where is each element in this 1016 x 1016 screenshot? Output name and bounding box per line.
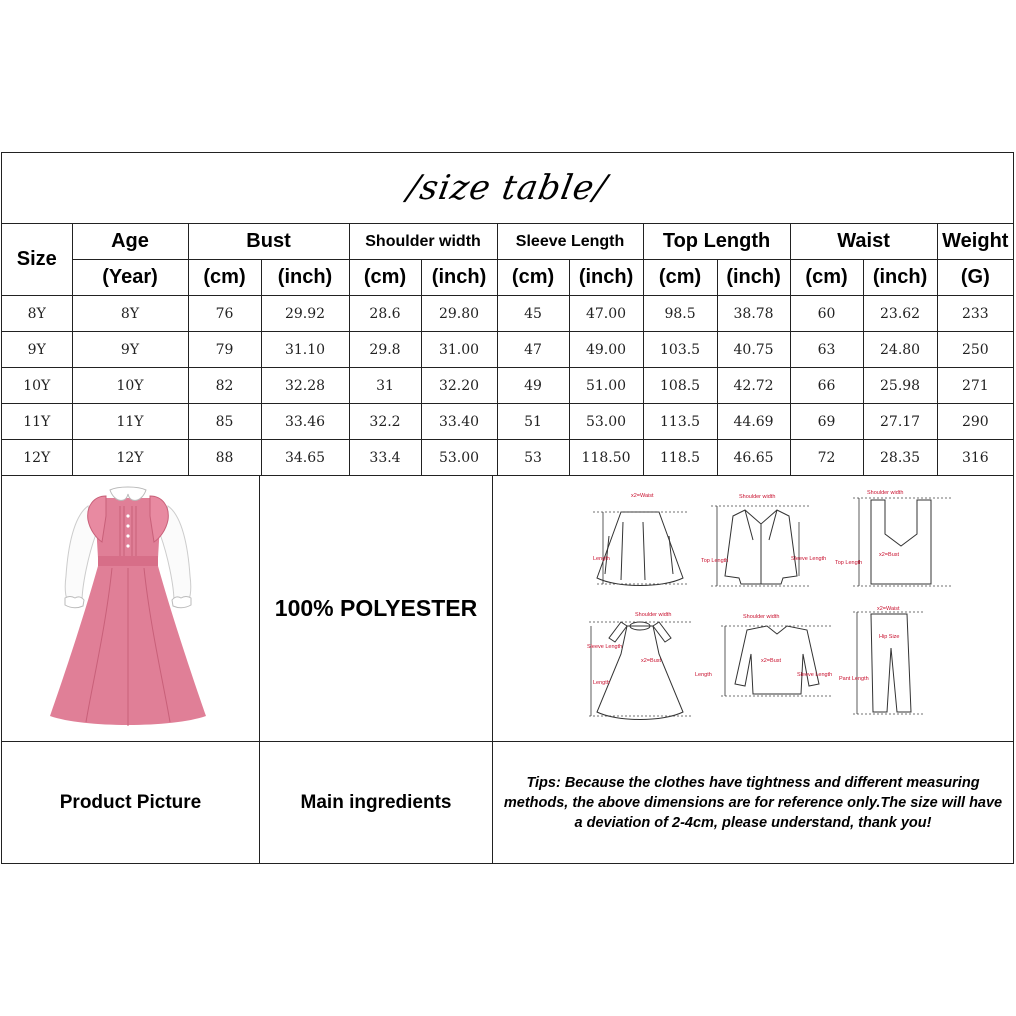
header-size: Size	[2, 224, 72, 296]
sweater-length-label: Length	[695, 672, 712, 678]
vest-shoulder-label: Shoulder width	[867, 490, 904, 496]
table-cell: 42.72	[717, 368, 790, 404]
table-cell: 29.80	[421, 296, 497, 332]
table-cell: 118.50	[569, 440, 643, 476]
pants-hip-label: Hip Size	[879, 634, 900, 640]
table-cell: 24.80	[863, 332, 937, 368]
table-cell: 29.8	[349, 332, 421, 368]
table-cell: 32.20	[421, 368, 497, 404]
table-cell: 9Y	[2, 332, 72, 368]
header-unit-cm: (cm)	[188, 260, 261, 296]
table-cell: 11Y	[2, 404, 72, 440]
table-cell: 316	[937, 440, 1013, 476]
pants-length-label: Pant Length	[839, 676, 869, 682]
dress-sleeve-label: Sleeve Length	[587, 644, 623, 650]
table-cell: 51	[497, 404, 569, 440]
table-cell: 53	[497, 440, 569, 476]
table-row	[2, 332, 1013, 368]
table-cell: 82	[188, 368, 261, 404]
product-picture-label-cell	[2, 742, 260, 863]
header-row-1	[2, 224, 1013, 260]
table-row	[2, 296, 1013, 332]
size-table-title: /size table/	[2, 153, 1013, 224]
main-ingredients-label-cell	[260, 742, 493, 863]
header-weight-unit: (G)	[937, 260, 1013, 296]
header-age-unit: (Year)	[72, 260, 188, 296]
table-cell: 33.40	[421, 404, 497, 440]
table-cell: 11Y	[72, 404, 188, 440]
table-cell: 40.75	[717, 332, 790, 368]
table-cell: 60	[790, 296, 863, 332]
table-row	[2, 368, 1013, 404]
table-cell: 23.62	[863, 296, 937, 332]
header-bust: Bust	[188, 224, 349, 260]
table-cell: 72	[790, 440, 863, 476]
table-cell: 46.65	[717, 440, 790, 476]
table-cell: 31.00	[421, 332, 497, 368]
header-weight: Weight	[937, 224, 1013, 260]
vest-bust-label: x2=Bust	[879, 552, 900, 558]
sweater-sleeve-label: Sleeve Length	[797, 672, 833, 678]
table-cell: 79	[188, 332, 261, 368]
table-cell: 118.5	[643, 440, 717, 476]
table-cell: 69	[790, 404, 863, 440]
product-picture-cell	[2, 476, 260, 742]
table-cell: 34.65	[261, 440, 349, 476]
tips-text: Tips: Because the clothes have tightness and different measuring methods, the above dimensions are for reference only.The size will have a deviation of 2-4cm, please understand, thank you!	[503, 774, 1003, 831]
table-cell: 28.35	[863, 440, 937, 476]
table-cell: 85	[188, 404, 261, 440]
header-shoulder-width: Shoulder width	[349, 224, 497, 260]
table-row	[2, 404, 1013, 440]
material-text: 100% POLYESTER	[274, 595, 478, 621]
header-top-length: Top Length	[643, 224, 790, 260]
table-cell: 29.92	[261, 296, 349, 332]
skirt-length-label: Length	[593, 556, 610, 562]
table-cell: 47	[497, 332, 569, 368]
table-cell: 27.17	[863, 404, 937, 440]
table-cell: 32.2	[349, 404, 421, 440]
table-row	[2, 440, 1013, 476]
table-cell: 53.00	[569, 404, 643, 440]
dress-shoulder-label: Shoulder width	[635, 612, 672, 618]
table-cell: 63	[790, 332, 863, 368]
table-cell: 33.4	[349, 440, 421, 476]
vest-outline	[871, 500, 931, 584]
size-table	[2, 224, 1013, 476]
dress-length-label: Length	[593, 680, 610, 686]
table-cell: 31	[349, 368, 421, 404]
header-waist: Waist	[790, 224, 937, 260]
sweater-shoulder-label: Shoulder width	[743, 614, 780, 620]
table-cell: 49.00	[569, 332, 643, 368]
sweater-bust-label: x2=Bust	[761, 658, 782, 664]
table-cell: 10Y	[72, 368, 188, 404]
table-cell: 271	[937, 368, 1013, 404]
pants-outline	[871, 614, 911, 712]
table-cell: 53.00	[421, 440, 497, 476]
table-cell: 44.69	[717, 404, 790, 440]
jacket-top-length-label: Top Length	[701, 558, 729, 564]
dress-bust-label: x2=Bust	[641, 658, 662, 664]
table-cell: 8Y	[2, 296, 72, 332]
header-sleeve-length: Sleeve Length	[497, 224, 643, 260]
table-cell: 12Y	[2, 440, 72, 476]
table-cell: 51.00	[569, 368, 643, 404]
size-table-body	[2, 296, 1013, 476]
table-cell: 25.98	[863, 368, 937, 404]
header-unit-cm: (cm)	[497, 260, 569, 296]
tips-cell	[493, 742, 1013, 863]
measuring-guide-cell	[493, 476, 1013, 742]
header-age: Age	[72, 224, 188, 260]
header-unit-cm: (cm)	[643, 260, 717, 296]
jacket-sleeve-label: Sleeve Length	[791, 556, 827, 562]
table-cell: 98.5	[643, 296, 717, 332]
dress-outline	[597, 626, 683, 720]
header-unit-inch: (inch)	[569, 260, 643, 296]
table-cell: 32.28	[261, 368, 349, 404]
table-cell: 33.46	[261, 404, 349, 440]
measuring-guide-diagram	[493, 476, 1013, 741]
material-cell	[260, 476, 493, 742]
table-cell: 9Y	[72, 332, 188, 368]
table-cell: 108.5	[643, 368, 717, 404]
header-unit-cm: (cm)	[790, 260, 863, 296]
size-chart-sheet	[1, 152, 1014, 864]
jacket-shoulder-label: Shoulder width	[739, 494, 776, 500]
product-picture-label: Product Picture	[59, 791, 202, 813]
header-unit-inch: (inch)	[863, 260, 937, 296]
main-ingredients-label: Main ingredients	[300, 791, 452, 813]
header-unit-inch: (inch)	[261, 260, 349, 296]
pants-waist-label: x2=Waist	[877, 606, 900, 612]
header-unit-inch: (inch)	[421, 260, 497, 296]
table-cell: 8Y	[72, 296, 188, 332]
table-cell: 290	[937, 404, 1013, 440]
table-cell: 250	[937, 332, 1013, 368]
table-cell: 38.78	[717, 296, 790, 332]
table-cell: 66	[790, 368, 863, 404]
table-cell: 45	[497, 296, 569, 332]
pink-dress-image	[2, 476, 259, 741]
table-cell: 88	[188, 440, 261, 476]
table-cell: 103.5	[643, 332, 717, 368]
table-cell: 113.5	[643, 404, 717, 440]
header-unit-cm: (cm)	[349, 260, 421, 296]
table-cell: 47.00	[569, 296, 643, 332]
table-cell: 31.10	[261, 332, 349, 368]
header-row-2	[2, 260, 1013, 296]
table-cell: 12Y	[72, 440, 188, 476]
skirt-waist-label: x2=Waist	[631, 493, 654, 499]
table-cell: 49	[497, 368, 569, 404]
table-cell: 233	[937, 296, 1013, 332]
header-unit-inch: (inch)	[717, 260, 790, 296]
table-cell: 76	[188, 296, 261, 332]
vest-top-length-label: Top Length	[835, 560, 863, 566]
table-cell: 28.6	[349, 296, 421, 332]
table-cell: 10Y	[2, 368, 72, 404]
